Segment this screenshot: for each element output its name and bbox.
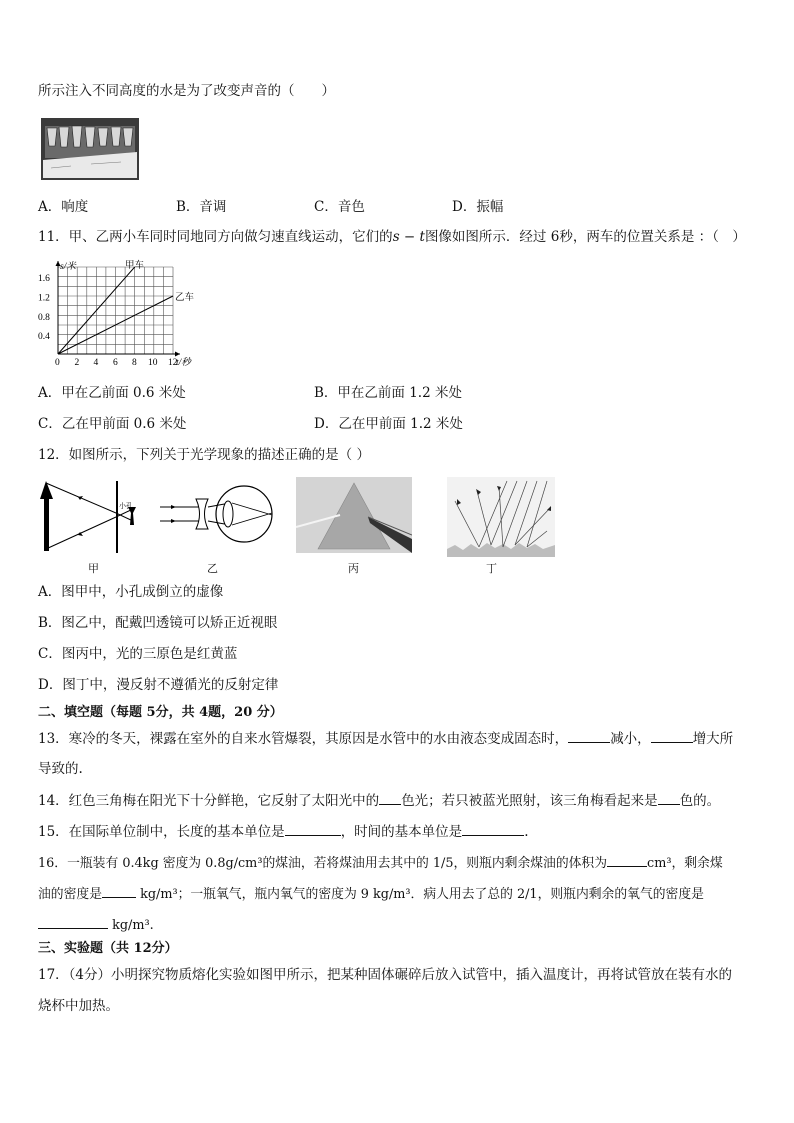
q12-fig-pinhole [36, 477, 146, 557]
q12-caption-bing: 丙 [348, 562, 359, 575]
q17-line2: 烧杯中加热。 [38, 998, 119, 1014]
q10-option-a: A．响度 [38, 199, 89, 215]
q16-line1 [38, 853, 723, 873]
q14-text-a: 14．红色三角梅在阳光下十分鲜艳，它反射了太阳光中的 [38, 793, 380, 809]
q16-blank-3[interactable] [38, 915, 108, 929]
q16-line2 [38, 884, 704, 904]
q10-option-d: D．振幅 [452, 199, 504, 215]
q16-blank-1[interactable] [607, 853, 647, 867]
q16-text-b: cm³，剩余煤 [647, 856, 723, 871]
q12-caption-ding: 丁 [486, 562, 497, 575]
q11-xtick-6: 12 [168, 358, 178, 368]
q15-blank-1[interactable] [285, 822, 341, 836]
q16-text-d: kg/m³；一瓶氧气，瓶内氧气的密度为 9 kg/m³．病人用去了总的 2/1，则瓶内剩余的氧气的密度是 [140, 887, 704, 902]
q11-y-label: s/米 [60, 262, 76, 272]
q12-fig-diffuse-reflection [447, 477, 555, 557]
q15-blank-2[interactable] [462, 822, 524, 836]
q12-caption-jia: 甲 [88, 562, 99, 575]
q11-option-b: B．甲在乙前面 1.2 米处 [314, 385, 462, 401]
q12-fig-prism [296, 477, 412, 553]
q11-label-yi: 乙车 [175, 292, 195, 303]
q10-stem: 所示注入不同高度的水是为了改变声音的（ ） [38, 83, 335, 99]
q12-option-c: C．图丙中，光的三原色是红黄蓝 [38, 646, 238, 662]
q12-pinhole-label: 小孔 [119, 502, 133, 510]
q11-label-jia: 甲车 [125, 260, 145, 271]
q11-ytick-0: 0.4 [38, 332, 50, 342]
q13-text-c: 增大所 [692, 731, 734, 747]
q15-text-b: ，时间的基本单位是 [340, 824, 463, 840]
q11-x-label: t/秒 [176, 358, 191, 368]
q16-text-a: 16．一瓶装有 0.4kg 密度为 0.8g/cm³的煤油，若将煤油用去其中的 1/5，则瓶内剩余煤油的体积为 [38, 856, 608, 871]
q11-xtick-5: 10 [148, 358, 158, 368]
q11-stem-var: s − t [392, 229, 425, 245]
q14-blank-2[interactable] [658, 791, 680, 805]
q12-option-a: A．图甲中，小孔成倒立的虚像 [38, 584, 224, 600]
q12-fig-eye-lens [156, 481, 280, 553]
q13-blank-1[interactable] [568, 729, 610, 743]
q14-text-c: 色的。 [679, 793, 721, 809]
q17-line1: 17．（4分）小明探究物质熔化实验如图甲所示，把某种固体碾碎后放入试管中，插入温度计，再将试管放在装有水的 [38, 967, 733, 983]
q13-text-b: 减小， [610, 731, 651, 747]
q11-ytick-3: 1.6 [38, 274, 50, 284]
q11-stem [38, 228, 746, 246]
q16-line3 [38, 915, 154, 935]
q13-line2: 导致的. [38, 761, 83, 777]
q10-glasses-photo [41, 118, 139, 180]
q11-ytick-1: 0.8 [38, 313, 50, 323]
section2-heading: 二、填空题（每题 5分，共 4题，20 分） [38, 705, 283, 720]
q11-xtick-4: 8 [132, 358, 137, 368]
q14-blank-1[interactable] [379, 791, 401, 805]
q15-text-c: . [524, 824, 529, 840]
q11-xtick-2: 4 [93, 358, 99, 368]
q12-option-d: D．图丁中，漫反射不遵循光的反射定律 [38, 677, 279, 693]
q10-option-c: C．音色 [314, 199, 365, 215]
q11-st-graph [36, 258, 206, 370]
q11-stem-b: 图像如图所示．经过 6秒，两车的位置关系是 ：（ ） [424, 229, 746, 245]
q14-text-b: 色光；若只被蓝光照射，该三角梅看起来是 [401, 793, 658, 809]
section3-heading: 三、实验题（共 12分） [38, 941, 178, 956]
q11-option-d: D．乙在甲前面 1.2 米处 [314, 416, 463, 432]
q11-xtick-0: 0 [55, 358, 60, 368]
q13-line1 [38, 729, 733, 748]
q11-xtick-3: 6 [113, 358, 118, 368]
q12-caption-yi: 乙 [207, 562, 218, 575]
q11-ytick-2: 1.2 [38, 293, 50, 304]
q11-option-a: A．甲在乙前面 0.6 米处 [38, 385, 186, 401]
q16-text-c: 油的密度是 [38, 887, 102, 902]
q12-option-b: B．图乙中，配戴凹透镜可以矫正近视眼 [38, 615, 278, 631]
q14-line [38, 791, 720, 810]
q13-blank-2[interactable] [651, 729, 693, 743]
q13-text-a: 13．寒冷的冬天，裸露在室外的自来水管爆裂，其原因是水管中的水由液态变成固态时， [38, 731, 569, 747]
q11-stem-a: 11．甲、乙两小车同时同地同方向做匀速直线运动，它们的 [38, 229, 393, 245]
q11-xtick-1: 2 [74, 358, 80, 368]
q15-line [38, 822, 528, 841]
q16-blank-2[interactable] [102, 884, 136, 898]
q11-option-c: C．乙在甲前面 0.6 米处 [38, 416, 187, 432]
q15-text-a: 15．在国际单位制中，长度的基本单位是 [38, 824, 285, 840]
q12-stem: 12．如图所示，下列关于光学现象的描述正确的是（ ） [38, 447, 370, 463]
q10-option-b: B．音调 [176, 199, 227, 215]
q16-text-e: kg/m³. [112, 918, 154, 933]
